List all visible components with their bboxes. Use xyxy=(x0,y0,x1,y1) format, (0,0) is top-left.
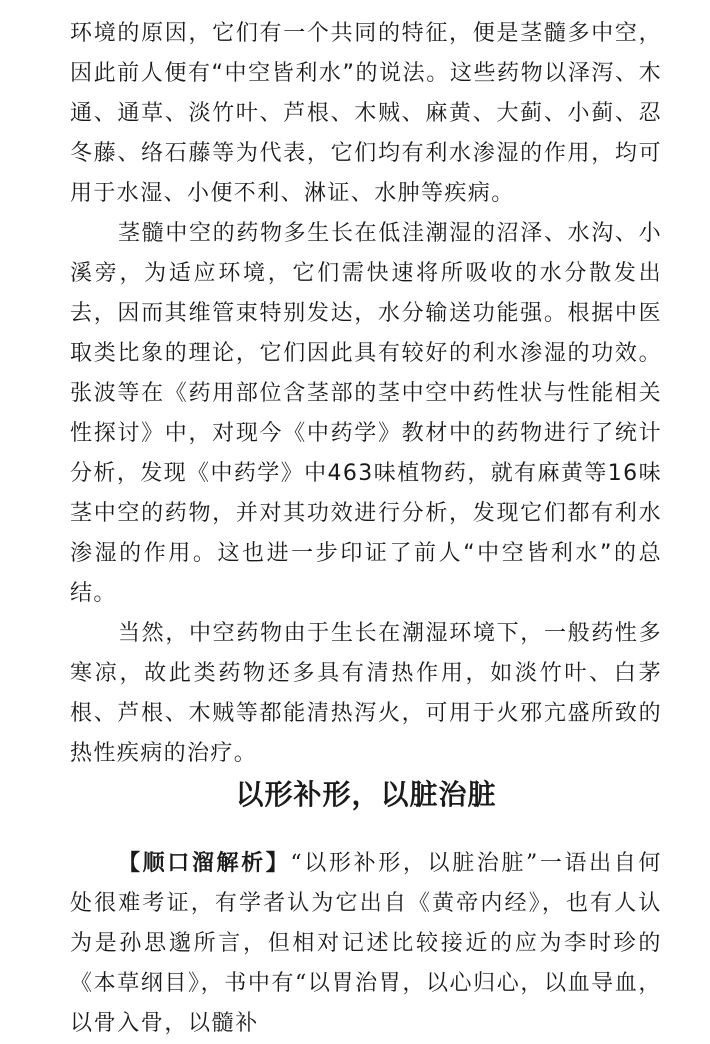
section-body xyxy=(70,844,662,1044)
section-paragraph xyxy=(70,844,662,1044)
section-heading: 以形补形，以脏治脏 xyxy=(235,778,497,811)
body-paragraph-1: 环境的原因，它们有一个共同的特征，便是茎髓多中空，因此前人便有“中空皆利水”的说法。这些药物以泽泻、木通、通草、淡竹叶、芦根、木贼、麻黄、大蓟、小蓟、忍冬藤、络石藤等为代表，它们均有利水渗湿的作用，均可用于水湿、小便不利、淋证、水肿等疾病。 xyxy=(70,21,662,206)
section-tag: 【顺口溜解析】 xyxy=(118,851,291,876)
section-text: “以形补形，以脏治脏”一语出自何处很难考证，有学者认为它出自《黄帝内经》，也有人认为是孙思邈所言，但相对记述比较接近的应为李时珍的《本草纲目》，书中有“以胃治胃，以心归心，以血导血，以骨入骨，以髓补 xyxy=(70,851,662,1036)
document-page xyxy=(70,14,662,1036)
body-paragraph-3: 当然，中空药物由于生长在潮湿环境下，一般药性多寒凉，故此类药物还多具有清热作用，如淡竹叶、白茅根、芦根、木贼等都能清热泻火，可用于火邪亢盛所致的热性疾病的治疗。 xyxy=(70,621,662,766)
body-paragraph-2: 茎髓中空的药物多生长在低洼潮湿的沼泽、水沟、小溪旁，为适应环境，它们需快速将所吸收的水分散发出去，因而其维管束特别发达，水分输送功能强。根据中医取类比象的理论，它们因此具有较好的利水渗湿的功效。张波等在《药用部位含茎部的茎中空中药性状与性能相关性探讨》中，对现今《中药学》教材中的药物进行了统计分析，发现《中药学》中463味植物药，就有麻黄等16味茎中空的药物，并对其功效进行分析，发现它们都有利水渗湿的作用。这也进一步印证了前人“中空皆利水”的总结。 xyxy=(70,221,662,606)
